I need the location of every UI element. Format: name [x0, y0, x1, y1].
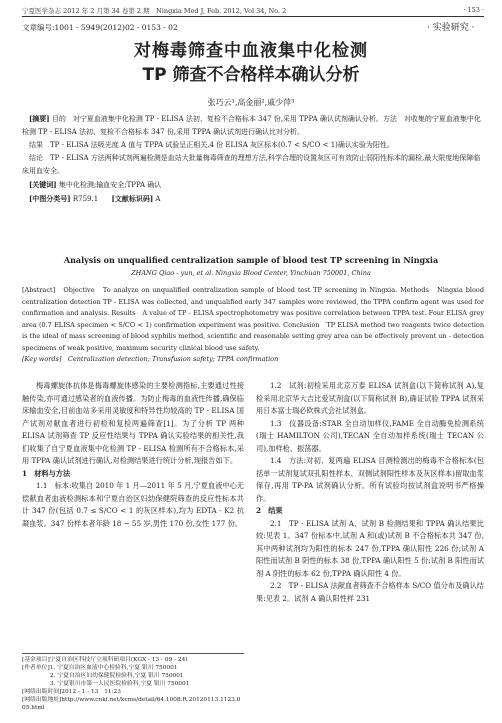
english-authors: ZHANG Qiao - yun, et al. Ningxia Blood Center, Yinchuan 750001, China [131, 269, 371, 277]
abstract-result: 结果 TP - ELISA 法吸光度 A 值与 TPPA 试验呈正相关,4 份 ELISA 灰区标本(0.7 < S/CO < 1)确认实验为阳性。 [29, 141, 394, 149]
abstract-cn-body [22, 112, 484, 139]
page-number: · 153 · [463, 6, 484, 14]
article-meta [22, 22, 475, 33]
publish-url[interactable]: [网络出版地址]http://www.cnki.net/kcms/detail/64.1008.R.20120113.1123.005.html [22, 697, 241, 711]
classification-line [22, 192, 484, 206]
header-rule [22, 16, 484, 17]
affiliation-2: 2. 宁夏自治区妇幼保健院检验科,宁夏 银川 750001 [50, 673, 184, 679]
section-2-heading: 2 结果 [256, 506, 283, 515]
title-line-1: 对梅毒筛查中血液集中化检测 [134, 41, 368, 61]
affiliation-1: [作者单位]1. 宁夏自治区血液中心检验科,宁夏 银川 750001 [22, 665, 178, 671]
clc-value: R759.1 [72, 195, 99, 203]
intro-paragraph: 梅毒螺旋体抗体是梅毒螺旋体感染的主要检测指标,主要通过性接触传染,亦可通过感染者的血液传播。为防止梅毒的血液性传播,确保临床输血安全,目前血站多采用灵敏度和特异性均较高的 TP - ELISA 国产试剂对献血者进行初检和复检两遍筛查[1]。为了分析 TP 两种 ELISA 试剂筛查 TP 反应性结果与 TPPA 确认实验结果的相关性,我们收集了自宁夏血液集中化检测 TP - ELISA 检测所有不合格标本,采用 TPPA 确认试剂进行确认,对检测结果进行统计分析,现报告如下。 [22, 381, 244, 465]
article-number: 文章编号:1001 - 5949(2012)02 - 0153 - 02 [22, 23, 178, 32]
running-header [22, 6, 484, 15]
section-1-4: 1.4 方法:对初、复两遍 ELISA 目测检测出的梅毒不合格标本(包括单一试剂复试双孔阳性样本、双侧试剂阳性样本及灰区样本)留取血浆保存,再用 TP-PA 试剂确认分析。所有试验均按试剂盒说明书严格操作。 [256, 456, 484, 503]
keywords-label: [关键词] [29, 180, 57, 189]
publish-time: [网络出版时间]2012 - 1 - 13 11:23 [22, 689, 121, 695]
abstract-cn [22, 112, 484, 206]
section-1-3: 1.3 仪器设备:STAR 全自动加样仪,FAME 全自动酶免检测系统(瑞士 HAMILTON 公司),TECAN 全自动加样系统(瑞士 TECAN 公司),加样枪、振荡器。 [256, 418, 484, 453]
abstract-method: 方法 对收集的宁夏血液集中化检测 TP - ELISA 法初、复检不合格标本 347 份,采用 TPPA 确认试剂进行确认比对分析。 [22, 115, 481, 136]
keywords-cn [22, 178, 484, 192]
title-line-2: TP 筛查不合格样本确认分析 [142, 65, 360, 85]
english-title: Analysis on unqualified centralization sample of blood test TP screening in Ningxia [63, 255, 439, 265]
column-label: · 实验研究 · [427, 23, 475, 33]
clc-label: [中图分类号] [29, 194, 71, 203]
doc-code-value: A [155, 195, 161, 203]
abstract-label: [摘要] [29, 114, 50, 123]
english-abstract [22, 285, 484, 366]
body-left-column [22, 380, 244, 530]
section-1-heading: 1 材料与方法 [22, 468, 71, 478]
affiliation-3: 3. 宁夏银川市第一人民医院检验科,宁夏 银川 750001 [50, 681, 190, 687]
footnote [22, 656, 244, 712]
fund-note: [基金项目]宁夏自治区科技厅立项科研项目(KGX - 13 - 09 - 24) [22, 657, 188, 663]
abstract-objective: 目的 对宁夏血液集中化检测 TP - ELISA 法初、复检不合格标本 347 份,采用 TPPA 确认试剂确认分析。 [51, 115, 383, 123]
english-abstract-body: [Abstract] Objective To analyze on unqualified centralization sample of blood test TP screening in Ningxia. Methods Ningxia blood centralization detection TP - ELISA was collected, and unqualified early 347 samples were reviewed, the TPPA confirm agent was used for confirmation and analysis. Results A value of TP - ELISA spectrophotometry was positive correlation between TPPA test. Four ELISA grey area (0.7 ELISA specimen < S/CO < 1) confirmation experiment was positive. Conclusion TP ELISA method two reagents twice detection is the ideal of mass screening of blood syphilis method, scientific and reasonable setting grey area can be effectively prevent un - detection specimens of weak positive, maximum security clinical blood use safety. [22, 286, 484, 352]
body-right-column [256, 380, 484, 605]
abstract-conclusion: 结论 TP - ELISA 方法两种试剂两遍检测是血站大批量梅毒筛查的理想方法,科学合理的设置灰区可有效防止弱阳性标本的漏检,最大限度地保障临床用血安全。 [22, 154, 481, 175]
section-2-2: 2.2 TP - ELISA 法献血者筛查不合格样本 S/CO 值分布及确认结果:见表 2。试剂 A 确认阳性样 231 [256, 581, 484, 603]
keywords-value: 集中化检测;输血安全;TPPA 确认 [58, 181, 162, 189]
footnote-rule [22, 653, 244, 654]
english-keywords: [Key words] Centralization detection; Transfusion safety; TPPA confirmation [22, 355, 279, 363]
section-2-1: 2.1 TP - ELISA 试剂 A、试剂 B 检测结果和 TPPA 确认结果比较:见表 1。347 份标本中,试剂 A 和(或)试剂 B 不合格标本共 347 份,其中两种试剂均为阳性的标本 247 份,TPPA 确认阳性 226 份;试剂 A 阳性而试剂 B 阴性的标本 38 份,TPPA 确认阳性 5 份;试剂 B 阳性而试剂 A 阴性的标本 62 份,TPPA 确认阳性 4 份。 [256, 518, 484, 578]
doc-code-label: [文献标识码] [111, 194, 154, 203]
journal-line: 宁夏医学杂志 2012 年 2 月第 34 卷第 2 期 Ningxia Med J, Feb. 2012, Vol 34, No. 2 [22, 7, 287, 15]
section-1-2: 1.2 试剂:初检采用北京万泰 ELISA 试剂盒(以下简称试剂 A),复检采用北京华大吉比爱试剂盒(以下简称试剂 B),确证试验 TPPA 试剂采用日本富士瑞必欧株式会社试剂盒。 [256, 381, 484, 415]
authors: 张巧云¹,高金丽²,戚少萍³ [207, 98, 295, 107]
section-1-1: 1.1 标本:收集自 2010 年 1 月—2011 年 5 月,宁夏血液中心无偿献血者血液检测标本和宁夏自治区妇幼保健院筛查的反应性标本共计 347 份(包括 0.7 ≤ S/CO < 1 的灰区样本),均为 EDTA - K2 抗凝血浆。347 份样本者年龄 18 ~ 55 岁,男性 170 份,女性 177 份。 [22, 481, 244, 528]
